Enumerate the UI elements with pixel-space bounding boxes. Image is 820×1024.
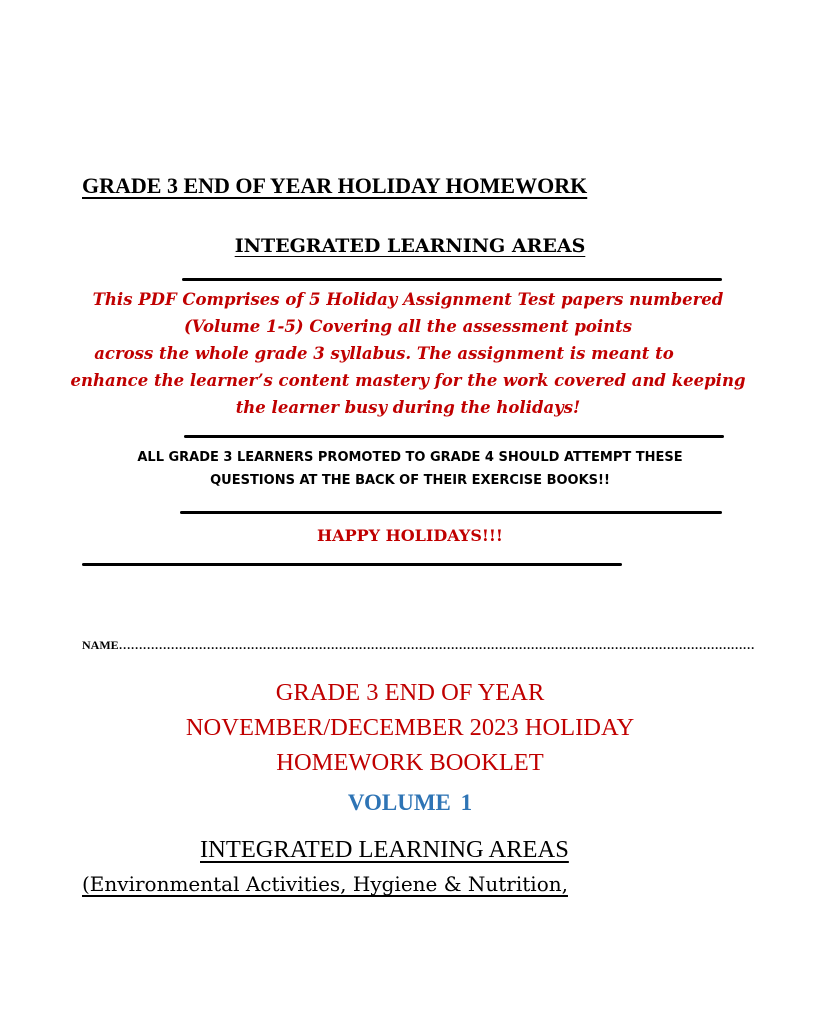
name-field[interactable]: NAME…………………………………………………………………………………………………………………………………………… <box>82 638 755 652</box>
greeting-text: HAPPY HOLIDAYS!!! <box>317 526 503 545</box>
divider-rule <box>184 435 724 438</box>
intro-line: the learner busy during the holidays! <box>235 398 581 417</box>
integrated-areas-heading: INTEGRATED LEARNING AREAS <box>200 836 569 863</box>
intro-line: enhance the learner’s content mastery for the work covered and keeping <box>70 371 746 390</box>
divider-rule <box>82 563 622 566</box>
booklet-line: HOMEWORK BOOKLET <box>276 749 544 776</box>
learning-areas-heading: INTEGRATED LEARNING AREAS <box>234 235 586 257</box>
intro-paragraph <box>0 286 816 421</box>
subjects-line: (Environmental Activities, Hygiene & Nutrition, <box>82 872 568 896</box>
booklet-line: NOVEMBER/DECEMBER 2023 HOLIDAY <box>185 714 635 741</box>
volume-label: VOLUME 1 <box>347 790 473 815</box>
booklet-line: GRADE 3 END OF YEAR <box>275 679 545 706</box>
notice-line: QUESTIONS AT THE BACK OF THEIR EXERCISE BOOKS!! <box>210 473 610 488</box>
divider-rule <box>180 511 722 514</box>
divider-rule <box>182 278 722 281</box>
booklet-title <box>0 675 820 780</box>
notice-line: ALL GRADE 3 LEARNERS PROMOTED TO GRADE 4 SHOULD ATTEMPT THESE <box>137 450 683 465</box>
intro-line: This PDF Comprises of 5 Holiday Assignment Test papers numbered <box>92 290 724 309</box>
intro-line: across the whole grade 3 syllabus. The assignment is meant to <box>94 344 674 363</box>
learner-notice <box>50 446 770 492</box>
intro-line: (Volume 1-5) Covering all the assessment points <box>183 317 633 336</box>
document-title: GRADE 3 END OF YEAR HOLIDAY HOMEWORK <box>82 173 588 198</box>
